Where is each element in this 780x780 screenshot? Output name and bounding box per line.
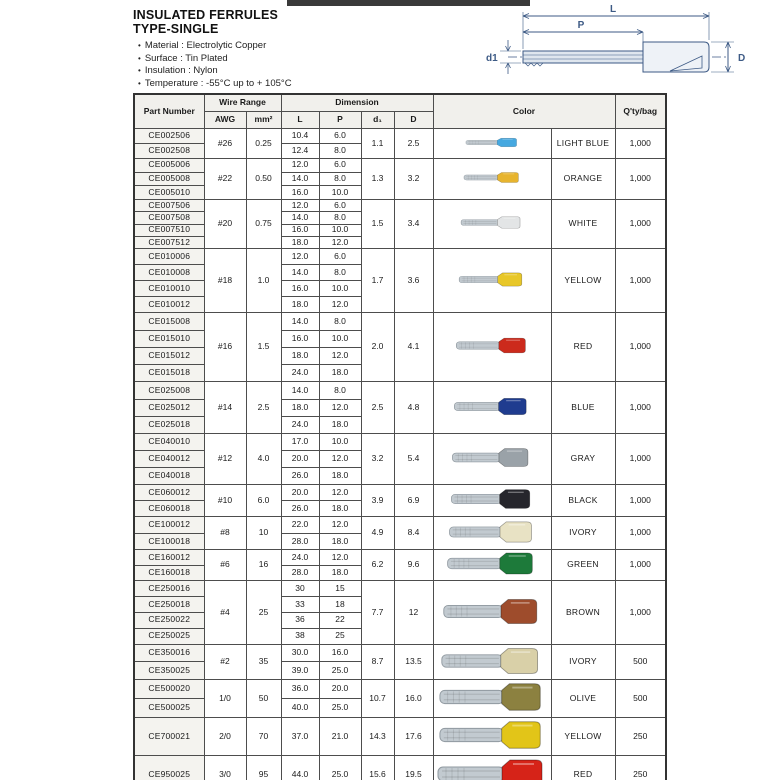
spec-list (133, 40, 463, 90)
part-number-cell: CE002508 (134, 144, 204, 159)
table-row (134, 485, 666, 501)
color-name-cell: OLIVE (551, 680, 615, 718)
part-number-cell: CE700021 (134, 718, 204, 756)
dim-l-cell: 44.0 (281, 755, 319, 780)
part-number-cell: CE350025 (134, 662, 204, 680)
dim-p-cell: 18.0 (319, 468, 361, 485)
table-row (134, 200, 666, 212)
part-number-cell: CE500025 (134, 699, 204, 718)
qty-cell: 1,000 (615, 581, 666, 644)
qty-cell: 1,000 (615, 382, 666, 434)
part-number-cell: CE025012 (134, 399, 204, 416)
ferrule-photo (451, 446, 533, 469)
awg-cell: #16 (204, 313, 246, 382)
qty-cell: 500 (615, 644, 666, 680)
dim-d-cell: 2.5 (394, 129, 433, 159)
col-header-p: P (319, 112, 361, 129)
dim-p-cell: 8.0 (319, 172, 361, 186)
ferrule-image-cell (433, 680, 551, 718)
dim-l-cell: 28.0 (281, 533, 319, 550)
dim-l-cell: 16.0 (281, 186, 319, 200)
dim-l-cell: 22.0 (281, 517, 319, 534)
table-row (134, 581, 666, 597)
dim-l-cell: 26.0 (281, 501, 319, 517)
ferrule-image-cell (433, 517, 551, 550)
dim-l-cell: 24.0 (281, 365, 319, 382)
dim-d1-cell: 1.3 (361, 159, 394, 200)
bullet-icon: • (138, 41, 141, 50)
dim-p-cell: 8.0 (319, 144, 361, 159)
dim-d-cell: 12 (394, 581, 433, 644)
part-number-cell: CE005008 (134, 172, 204, 186)
dim-l-cell: 36 (281, 612, 319, 628)
part-number-cell: CE007506 (134, 200, 204, 212)
dim-d1-cell: 2.5 (361, 382, 394, 434)
awg-cell: #12 (204, 434, 246, 485)
qty-cell: 1,000 (615, 313, 666, 382)
dim-l-cell: 12.0 (281, 159, 319, 173)
ferrule-photo (446, 550, 538, 577)
awg-cell: #10 (204, 485, 246, 517)
awg-cell: #8 (204, 517, 246, 550)
dim-d1-cell: 10.7 (361, 680, 394, 718)
dim-l-cell: 16.0 (281, 330, 319, 347)
spec-surface: • Surface : Tin Plated (138, 52, 228, 64)
mm2-cell: 16 (246, 550, 281, 581)
bullet-icon: • (138, 66, 141, 75)
dim-l-cell: 14.0 (281, 172, 319, 186)
part-number-cell: CE025018 (134, 417, 204, 434)
dim-d1-cell: 1.5 (361, 200, 394, 249)
mm2-cell: 0.75 (246, 200, 281, 249)
dim-p-cell: 18 (319, 597, 361, 613)
dim-p-cell: 22 (319, 612, 361, 628)
qty-cell: 1,000 (615, 200, 666, 249)
dim-l-cell: 18.0 (281, 347, 319, 364)
col-header-l: L (281, 112, 319, 129)
table-row (134, 680, 666, 699)
dim-p-cell: 6.0 (319, 249, 361, 265)
part-number-cell: CE160012 (134, 550, 204, 566)
part-number-cell: CE010006 (134, 249, 204, 265)
ferrule-photo (442, 596, 543, 627)
dim-p-cell: 16.0 (319, 644, 361, 662)
dim-l-cell: 10.4 (281, 129, 319, 144)
awg-cell: #6 (204, 550, 246, 581)
dim-l-cell: 12.4 (281, 144, 319, 159)
dim-p-cell: 6.0 (319, 129, 361, 144)
part-number-cell: CE060018 (134, 501, 204, 517)
dim-l-cell: 40.0 (281, 699, 319, 718)
dim-d1-cell: 1.7 (361, 249, 394, 313)
bullet-icon: • (138, 53, 141, 63)
col-header-wire-range: Wire Range (204, 94, 281, 112)
part-number-cell: CE060012 (134, 485, 204, 501)
dim-p-cell: 12.0 (319, 399, 361, 416)
part-number-cell: CE015012 (134, 347, 204, 364)
part-number-cell: CE100018 (134, 533, 204, 550)
part-number-cell: CE010008 (134, 265, 204, 281)
part-number-cell: CE007508 (134, 212, 204, 224)
qty-cell: 1,000 (615, 485, 666, 517)
dim-l-cell: 33 (281, 597, 319, 613)
col-header-d: D (394, 112, 433, 129)
dim-p-cell: 12.0 (319, 550, 361, 566)
dim-d1-cell: 8.7 (361, 644, 394, 680)
table-row (134, 382, 666, 399)
dim-l-cell: 20.0 (281, 485, 319, 501)
ferrule-spec-table (133, 93, 667, 780)
dim-l-cell: 12.0 (281, 200, 319, 212)
awg-cell: 3/0 (204, 755, 246, 780)
part-number-cell: CE040012 (134, 451, 204, 468)
dim-p-cell: 20.0 (319, 680, 361, 699)
dim-p-cell: 8.0 (319, 382, 361, 399)
ferrule-photo (438, 718, 547, 752)
mm2-cell: 6.0 (246, 485, 281, 517)
dim-d-cell: 6.9 (394, 485, 433, 517)
part-number-cell: CE500020 (134, 680, 204, 699)
part-number-cell: CE025008 (134, 382, 204, 399)
dim-d1-cell: 6.2 (361, 550, 394, 581)
dim-l-cell: 24.0 (281, 417, 319, 434)
qty-cell: 1,000 (615, 159, 666, 200)
dim-p-cell: 25.0 (319, 699, 361, 718)
ferrule-dimension-diagram (478, 2, 770, 92)
dim-p-cell: 18.0 (319, 365, 361, 382)
dim-d-cell: 17.6 (394, 718, 433, 756)
dim-l-cell: 14.0 (281, 382, 319, 399)
awg-cell: #26 (204, 129, 246, 159)
dim-p-cell: 6.0 (319, 200, 361, 212)
dim-d-cell: 3.6 (394, 249, 433, 313)
mm2-cell: 0.25 (246, 129, 281, 159)
dim-l-cell: 37.0 (281, 718, 319, 756)
qty-cell: 1,000 (615, 249, 666, 313)
diagram-label-D: D (738, 53, 746, 64)
col-header-dimension: Dimension (281, 94, 433, 112)
dim-d1-cell: 7.7 (361, 581, 394, 644)
ferrule-photo (463, 171, 522, 184)
dim-p-cell: 25 (319, 628, 361, 644)
dim-p-cell: 12.0 (319, 451, 361, 468)
qty-cell: 500 (615, 680, 666, 718)
ferrule-image-cell (433, 485, 551, 517)
dim-l-cell: 12.0 (281, 249, 319, 265)
spec-insulation: • Insulation : Nylon (138, 65, 218, 76)
ferrule-image-cell (433, 550, 551, 581)
part-number-cell: CE250025 (134, 628, 204, 644)
mm2-cell: 1.0 (246, 249, 281, 313)
color-name-cell: RED (551, 755, 615, 780)
dim-p-cell: 12.0 (319, 347, 361, 364)
mm2-cell: 95 (246, 755, 281, 780)
dim-p-cell: 18.0 (319, 533, 361, 550)
part-number-cell: CE250022 (134, 612, 204, 628)
dim-p-cell: 12.0 (319, 297, 361, 313)
awg-cell: #20 (204, 200, 246, 249)
dim-l-cell: 14.0 (281, 212, 319, 224)
page-subtitle: TYPE-SINGLE (133, 22, 219, 36)
ferrule-image-cell (433, 382, 551, 434)
mm2-cell: 70 (246, 718, 281, 756)
part-number-cell: CE010012 (134, 297, 204, 313)
mm2-cell: 35 (246, 644, 281, 680)
ferrule-photo (448, 519, 537, 545)
dim-p-cell: 10.0 (319, 434, 361, 451)
dim-l-cell: 28.0 (281, 565, 319, 581)
dim-p-cell: 12.0 (319, 236, 361, 248)
dim-l-cell: 30 (281, 581, 319, 597)
qty-cell: 1,000 (615, 550, 666, 581)
awg-cell: #22 (204, 159, 246, 200)
title-block (133, 8, 463, 90)
color-name-cell: YELLOW (551, 718, 615, 756)
mm2-cell: 10 (246, 517, 281, 550)
dim-l-cell: 16.0 (281, 281, 319, 297)
ferrule-photo (450, 487, 535, 511)
color-name-cell: RED (551, 313, 615, 382)
mm2-cell: 50 (246, 680, 281, 718)
dim-d1-cell: 14.3 (361, 718, 394, 756)
dim-d1-cell: 1.1 (361, 129, 394, 159)
part-number-cell: CE005010 (134, 186, 204, 200)
dim-d-cell: 13.5 (394, 644, 433, 680)
ferrule-image-cell (433, 249, 551, 313)
dim-p-cell: 12.0 (319, 485, 361, 501)
awg-cell: #4 (204, 581, 246, 644)
color-name-cell: IVORY (551, 517, 615, 550)
awg-cell: 1/0 (204, 680, 246, 718)
color-name-cell: IVORY (551, 644, 615, 680)
dim-l-cell: 14.0 (281, 265, 319, 281)
table-row (134, 313, 666, 330)
color-name-cell: WHITE (551, 200, 615, 249)
dim-l-cell: 18.0 (281, 399, 319, 416)
mm2-cell: 25 (246, 581, 281, 644)
part-number-cell: CE005006 (134, 159, 204, 173)
qty-cell: 250 (615, 755, 666, 780)
ferrule-photo (460, 215, 524, 230)
dim-p-cell: 10.0 (319, 330, 361, 347)
table-row (134, 644, 666, 662)
color-name-cell: BLACK (551, 485, 615, 517)
dim-l-cell: 18.0 (281, 236, 319, 248)
col-header-qty: Q'ty/bag (615, 94, 666, 129)
dim-l-cell: 30.0 (281, 644, 319, 662)
dim-d-cell: 5.4 (394, 434, 433, 485)
dim-d-cell: 19.5 (394, 755, 433, 780)
dim-p-cell: 10.0 (319, 281, 361, 297)
dim-l-cell: 17.0 (281, 434, 319, 451)
dim-d1-cell: 2.0 (361, 313, 394, 382)
spec-material: • Material : Electrolytic Copper (138, 40, 267, 51)
dim-p-cell: 6.0 (319, 159, 361, 173)
dim-p-cell: 8.0 (319, 265, 361, 281)
mm2-cell: 0.50 (246, 159, 281, 200)
dim-l-cell: 36.0 (281, 680, 319, 699)
qty-cell: 1,000 (615, 517, 666, 550)
dim-l-cell: 38 (281, 628, 319, 644)
spec-table-wrap (133, 93, 667, 780)
spec-temperature: • Temperature : -55°C up to + 105°C (138, 77, 292, 89)
dim-d1-cell: 3.2 (361, 434, 394, 485)
color-name-cell: LIGHT BLUE (551, 129, 615, 159)
table-row (134, 517, 666, 534)
part-number-cell: CE010010 (134, 281, 204, 297)
bullet-icon: • (138, 78, 141, 88)
part-number-cell: CE250018 (134, 597, 204, 613)
awg-cell: #18 (204, 249, 246, 313)
dim-p-cell: 25.0 (319, 755, 361, 780)
ferrule-photo (455, 336, 530, 355)
col-header-d1: d₁ (361, 112, 394, 129)
mm2-cell: 4.0 (246, 434, 281, 485)
dim-l-cell: 26.0 (281, 468, 319, 485)
table-row (134, 434, 666, 451)
table-row (134, 550, 666, 566)
dim-d-cell: 8.4 (394, 517, 433, 550)
dim-d-cell: 16.0 (394, 680, 433, 718)
dim-l-cell: 24.0 (281, 550, 319, 566)
dim-d-cell: 3.4 (394, 200, 433, 249)
ferrule-image-cell (433, 718, 551, 756)
color-name-cell: ORANGE (551, 159, 615, 200)
dim-l-cell: 20.0 (281, 451, 319, 468)
dim-p-cell: 10.0 (319, 186, 361, 200)
dim-p-cell: 10.0 (319, 224, 361, 236)
part-number-cell: CE015008 (134, 313, 204, 330)
part-number-cell: CE950025 (134, 755, 204, 780)
dim-d-cell: 4.8 (394, 382, 433, 434)
dim-p-cell: 18.0 (319, 501, 361, 517)
part-number-cell: CE250016 (134, 581, 204, 597)
color-name-cell: GREEN (551, 550, 615, 581)
color-name-cell: YELLOW (551, 249, 615, 313)
dim-d1-cell: 3.9 (361, 485, 394, 517)
qty-cell: 1,000 (615, 129, 666, 159)
dim-d1-cell: 15.6 (361, 755, 394, 780)
dim-d-cell: 9.6 (394, 550, 433, 581)
col-header-awg: AWG (204, 112, 246, 129)
color-name-cell: BROWN (551, 581, 615, 644)
col-header-part-number: Part Number (134, 94, 204, 129)
col-header-mm2: mm² (246, 112, 281, 129)
dim-d-cell: 3.2 (394, 159, 433, 200)
col-header-color: Color (433, 94, 615, 129)
awg-cell: 2/0 (204, 718, 246, 756)
ferrule-photo (438, 680, 547, 714)
ferrule-image-cell (433, 159, 551, 200)
dim-p-cell: 15 (319, 581, 361, 597)
ferrule-photo (465, 137, 520, 148)
table-row (134, 249, 666, 265)
part-number-cell: CE040010 (134, 434, 204, 451)
color-name-cell: BLUE (551, 382, 615, 434)
dim-p-cell: 21.0 (319, 718, 361, 756)
part-number-cell: CE040018 (134, 468, 204, 485)
ferrule-image-cell (433, 644, 551, 680)
dim-p-cell: 8.0 (319, 212, 361, 224)
awg-cell: #14 (204, 382, 246, 434)
dim-d1-cell: 4.9 (361, 517, 394, 550)
dim-p-cell: 12.0 (319, 517, 361, 534)
awg-cell: #2 (204, 644, 246, 680)
dim-d-cell: 4.1 (394, 313, 433, 382)
ferrule-photo (436, 756, 549, 780)
qty-cell: 1,000 (615, 434, 666, 485)
dim-l-cell: 18.0 (281, 297, 319, 313)
part-number-cell: CE350016 (134, 644, 204, 662)
dim-p-cell: 25.0 (319, 662, 361, 680)
dim-l-cell: 39.0 (281, 662, 319, 680)
mm2-cell: 1.5 (246, 313, 281, 382)
table-row (134, 718, 666, 756)
part-number-cell: CE160018 (134, 565, 204, 581)
ferrule-image-cell (433, 755, 551, 780)
table-row (134, 755, 666, 780)
part-number-cell: CE100012 (134, 517, 204, 534)
diagram-label-P: P (577, 20, 585, 31)
color-name-cell: GRAY (551, 434, 615, 485)
dim-l-cell: 14.0 (281, 313, 319, 330)
ferrule-image-cell (433, 313, 551, 382)
diagram-label-L: L (609, 4, 617, 15)
part-number-cell: CE007512 (134, 236, 204, 248)
part-number-cell: CE015018 (134, 365, 204, 382)
dim-p-cell: 8.0 (319, 313, 361, 330)
ferrule-photo (458, 271, 526, 288)
table-row (134, 129, 666, 144)
dim-l-cell: 16.0 (281, 224, 319, 236)
table-row (134, 159, 666, 173)
ferrule-image-cell (433, 434, 551, 485)
part-number-cell: CE007510 (134, 224, 204, 236)
ferrule-image-cell (433, 200, 551, 249)
page-title: INSULATED FERRULES (133, 8, 279, 22)
mm2-cell: 2.5 (246, 382, 281, 434)
part-number-cell: CE015010 (134, 330, 204, 347)
ferrule-image-cell (433, 129, 551, 159)
dim-p-cell: 18.0 (319, 565, 361, 581)
qty-cell: 250 (615, 718, 666, 756)
diagram-label-d1: d1 (486, 53, 498, 64)
part-number-cell: CE002506 (134, 129, 204, 144)
dim-p-cell: 18.0 (319, 417, 361, 434)
ferrule-photo (440, 645, 544, 677)
ferrule-photo (453, 396, 531, 417)
ferrule-image-cell (433, 581, 551, 644)
